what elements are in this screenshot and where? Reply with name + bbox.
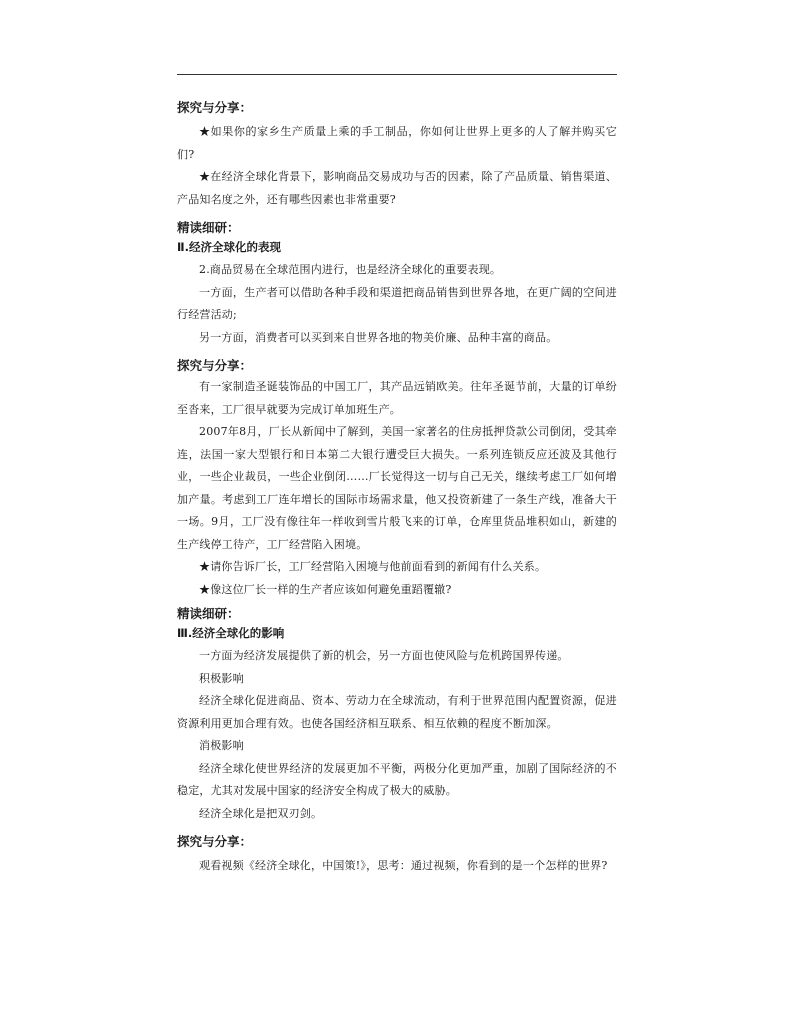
body-paragraph: 一方面为经济发展提供了新的机会，另一方面也使风险与危机跨国界传递。 <box>199 649 569 662</box>
question-paragraph: ★在经济全球化背景下，影响商品交易成功与否的因素，除了产品质量、销售渠道、产品知名度之外，还有哪些因素也非常重要? <box>177 170 617 206</box>
body-paragraph: 2007年8月，厂长从新闻中了解到，美国一家著名的住房抵押贷款公司倒闭，受其牵连，法国一家大型银行和日本第二大银行遭受巨大损失。一系列连锁反应还波及其他行业，一些企业裁员，一些企业倒闭……厂长觉得这一切与自己无关，继续考虑工厂如何增加产量。考虑到工厂连年增长的国际市场需求量，他又投资新建了一条生产线，准备大干一场。9月，工厂没有像往年一样收到雪片般飞来的订单，仓库里货品堆积如山，新建的生产线停工待产，工厂经营陷入困境。 <box>177 425 617 551</box>
header-rule <box>177 74 617 75</box>
body-paragraph: 2.商品贸易在全球范围内进行，也是经济全球化的重要表现。 <box>199 263 502 276</box>
question-paragraph: ★如果你的家乡生产质量上乘的手工制品，你如何让世界上更多的人了解并购买它们? <box>177 125 617 161</box>
section-heading: 探究与分享： <box>177 100 253 115</box>
positive-impact-label: 积极影响 <box>199 671 244 685</box>
negative-impact-label: 消极影响 <box>199 739 244 752</box>
body-paragraph: 有一家制造圣诞装饰品的中国工厂，其产品远销欧美。往年圣诞节前，大量的订单纷至沓来，工厂很早就要为完成订单加班生产。 <box>177 380 617 416</box>
body-paragraph: 经济全球化使世界经济的发展更加不平衡，两极分化更加严重，加剧了国际经济的不稳定，尤其对发展中国家的经济安全构成了极大的威胁。 <box>177 761 617 797</box>
section-heading: 探究与分享： <box>177 358 253 373</box>
question-paragraph: ★像这位厂长一样的生产者应该如何避免重蹈覆辙? <box>199 582 452 596</box>
section-explore-3 <box>177 356 617 601</box>
document-body <box>177 98 617 878</box>
section-heading: 精读细研： <box>177 606 240 621</box>
body-paragraph: 经济全球化促进商品、资本、劳动力在全球流动，有利于世界范围内配置资源，促进资源利用更加合理有效。也使各国经济相互联系、相互依赖的程度不断加深。 <box>177 694 617 730</box>
question-paragraph: 观看视频《经济全球化，中国策!》，思考：通过视频，你看到的是一个怎样的世界? <box>199 859 608 872</box>
section-explore-5 <box>177 832 617 878</box>
section-subheading: Ⅱ.经济全球化的表现 <box>177 240 281 254</box>
section-heading: 精读细研： <box>177 220 240 235</box>
section-subheading: Ⅲ.经济全球化的影响 <box>177 626 285 640</box>
section-heading: 探究与分享： <box>177 834 253 849</box>
section-explore-1 <box>177 98 617 211</box>
body-paragraph: 一方面，生产者可以借助各种手段和渠道把商品销售到世界各地，在更广阔的空间进行经营活动; <box>177 285 617 321</box>
question-paragraph: ★请你告诉厂长，工厂经营陷入困境与他前面看到的新闻有什么关系。 <box>199 560 547 573</box>
body-paragraph: 另一方面，消费者可以买到来自世界各地的物美价廉、品种丰富的商品。 <box>199 330 558 344</box>
section-reading-2 <box>177 218 617 349</box>
section-reading-4 <box>177 604 617 825</box>
body-paragraph: 经济全球化是把双刃剑。 <box>199 806 323 820</box>
